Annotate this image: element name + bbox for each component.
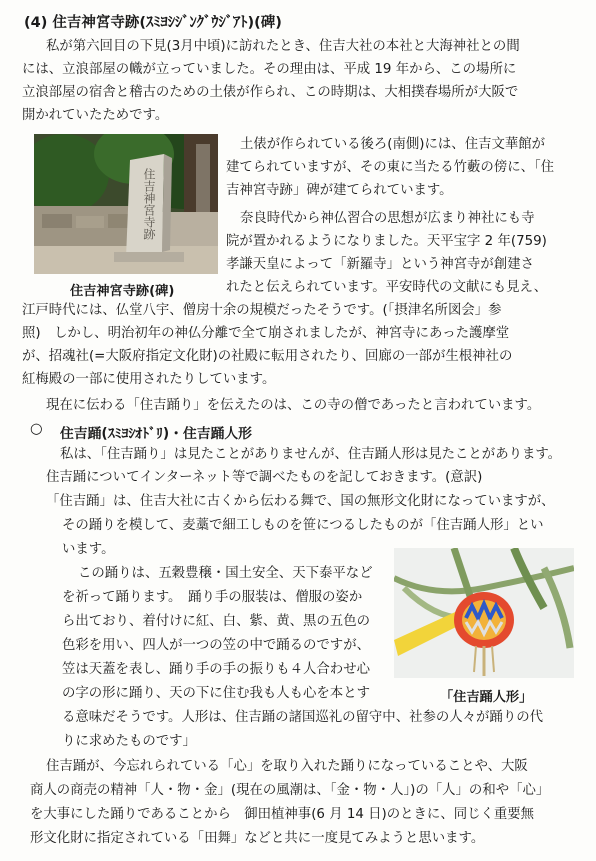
paragraph-line: 住吉踊についてインターネット等で調べたものを記しておきます。(意訳) [46,470,483,485]
paragraph-line: 開かれていたためです。 [22,108,169,123]
monument-photo-caption: 住吉神宮寺跡(碑) [70,284,175,299]
paragraph-line: を祈って踊ります。 踊り手の服装は、僧服の姿か [62,590,363,605]
paragraph-line: 住吉踊が、今忘れられている「心」を取り入れた踊りになっていることや、大阪 [46,759,528,774]
paragraph-line: りに求めたものです」 [62,734,196,749]
paragraph-line: には、立浪部屋の幟が立っていました。その理由は、平成 19 年から、この場所に [22,62,517,77]
section-heading-odori: 住吉踊(ｽﾐﾖｼｵﾄﾞﾘ)・住吉踊人形 [60,426,252,442]
paragraph-line: 奈良時代から神仏習合の思想が広まり神社にも寺 [240,211,535,226]
paragraph-line: 吉神宮寺跡」碑が建てられています。 [226,183,453,198]
paragraph-line: 孝謙天皇によって「新羅寺」という神宮寺が創建さ [226,257,534,272]
paragraph-line: る意味だそうです。人形は、住吉踊の諸国巡礼の留守中、社参の人々が踊りの代 [62,710,543,725]
paragraph-line: 立浪部屋の宿舎と稽古のための土俵が作られ、この時期は、大相撲春場所が大阪で [22,85,519,100]
paragraph-line: 笠は天蓋を表し、踊り手の手の振りも４人合わせ心 [62,662,370,677]
doll-photo-caption: 「住吉踊人形」 [440,690,533,705]
bullet-circle-icon: ○ [30,421,43,437]
monument-inscription: 住吉神宮寺跡 [142,168,156,240]
paragraph-line: 建てられていますが、その東に当たる竹藪の傍に、「住 [226,160,555,175]
paragraph-line: 形文化財に指定されている「田舞」などと共に一度見てみようと思います。 [30,831,485,846]
paragraph-line: 土俵が作られている後ろ(南側)には、住吉文華館が [240,137,546,152]
paragraph-line: が、招魂社(=大阪府指定文化財)の社殿に転用されたり、回廊の一部が生根神社の [22,349,513,364]
paragraph-line: 私が第六回目の下見(3月中頃)に訪れたとき、住吉大社の本社と大海神社との間 [46,39,520,54]
paragraph-line: 色彩を用い、四人が一つの笠の中で踊るのですが、 [62,638,370,653]
paragraph-line: 現在に伝わる「住吉踊り」を伝えたのは、この寺の僧であったと言われています。 [46,398,541,413]
paragraph-line: 院が置かれるようになりました。天平宝字 2 年(759) [226,234,547,249]
paragraph-line: の字の形に踊り、天の下に住む我も人も心を本とす [62,686,370,701]
sumiyoshi-doll-photo [394,548,574,678]
paragraph-line: 商人の商売の精神「人・物・金」(現在の風潮は、「金・物・人」)の「人」の和や「心」 [30,783,550,798]
quote-line: その踊りを模して、麦藁で細工しものを笹につるしたものが「住吉踊人形」とい [62,518,544,533]
paragraph-line: この踊りは、五穀豊穣・国土安全、天下泰平など [78,566,373,581]
paragraph-line: 江戸時代には、仏堂八宇、僧房十余の規模だったそうです。(「摂津名所図会」参 [22,303,502,318]
paragraph-line: ら出ており、着付けに紅、白、紫、黄、黒の五色の [62,614,370,629]
paragraph-line: 私は、「住吉踊り」は見たことがありませんが、住吉踊人形は見たことがあります。 [60,447,562,462]
section-heading-jinguji: (4) 住吉神宮寺跡(ｽﾐﾖｼｼﾞﾝｸﾞｳｼﾞｱﾄ)(碑) [24,15,282,31]
paragraph-line: れたと伝えられています。平安時代の文献にも見え、 [226,280,548,295]
paragraph-line: 紅梅殿の一部に使用されたりしています。 [22,372,276,387]
quote-line: 「住吉踊」は、住吉大社に古くから伝わる舞で、国の無形文化財になっていますが、 [46,494,555,509]
paragraph-line: を大事にした踊りであることから 御田植神事(6 月 14 日)のときに、同じく重要無 [30,807,535,822]
paragraph-line: 照) しかし、明治初年の神仏分離で全て崩されましたが、神宮寺にあった護摩堂 [22,326,510,341]
monument-photo [34,134,218,274]
quote-line: います。 [62,542,115,557]
